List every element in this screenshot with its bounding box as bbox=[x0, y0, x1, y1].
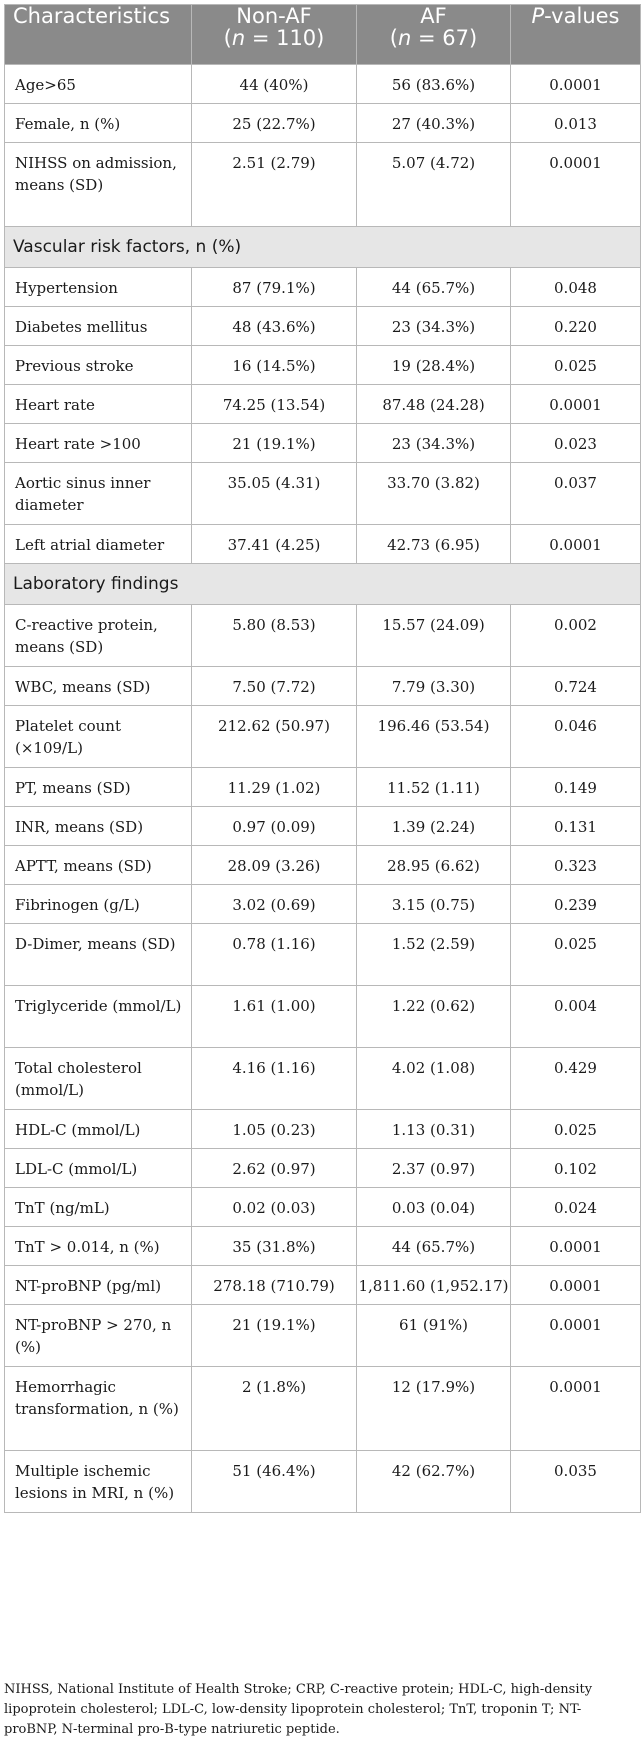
p-value: 0.0001 bbox=[511, 385, 641, 424]
non-af-value: 7.50 (7.72) bbox=[192, 667, 357, 706]
af-value: 1.39 (2.24) bbox=[357, 807, 511, 846]
non-af-value: 3.02 (0.69) bbox=[192, 885, 357, 924]
p-value: 0.048 bbox=[511, 268, 641, 307]
row-label: Fibrinogen (g/L) bbox=[5, 885, 192, 924]
non-af-value: 2.51 (2.79) bbox=[192, 143, 357, 227]
table-row bbox=[5, 1451, 641, 1513]
row-label: TnT > 0.014, n (%) bbox=[5, 1227, 192, 1266]
table-row bbox=[5, 768, 641, 807]
p-value: 0.004 bbox=[511, 986, 641, 1048]
row-label: PT, means (SD) bbox=[5, 768, 192, 807]
af-value: 42.73 (6.95) bbox=[357, 525, 511, 564]
p-value: 0.0001 bbox=[511, 143, 641, 227]
row-label: Triglyceride (mmol/L) bbox=[5, 986, 192, 1048]
table-row bbox=[5, 1266, 641, 1305]
row-label: INR, means (SD) bbox=[5, 807, 192, 846]
table-row bbox=[5, 605, 641, 667]
p-value: 0.0001 bbox=[511, 525, 641, 564]
table-row bbox=[5, 525, 641, 564]
row-label: LDL-C (mmol/L) bbox=[5, 1149, 192, 1188]
non-af-value: 28.09 (3.26) bbox=[192, 846, 357, 885]
non-af-value: 74.25 (13.54) bbox=[192, 385, 357, 424]
row-label: TnT (ng/mL) bbox=[5, 1188, 192, 1227]
row-label: Heart rate >100 bbox=[5, 424, 192, 463]
table-row bbox=[5, 268, 641, 307]
non-af-value: 0.02 (0.03) bbox=[192, 1188, 357, 1227]
af-value: 12 (17.9%) bbox=[357, 1367, 511, 1451]
table-row bbox=[5, 986, 641, 1048]
table-row bbox=[5, 1110, 641, 1149]
af-value: 2.37 (0.97) bbox=[357, 1149, 511, 1188]
non-af-value: 0.97 (0.09) bbox=[192, 807, 357, 846]
p-value: 0.025 bbox=[511, 924, 641, 986]
p-value: 0.724 bbox=[511, 667, 641, 706]
p-value: 0.024 bbox=[511, 1188, 641, 1227]
non-af-value: 48 (43.6%) bbox=[192, 307, 357, 346]
header-af bbox=[357, 5, 511, 65]
table-row bbox=[5, 385, 641, 424]
af-value: 1.22 (0.62) bbox=[357, 986, 511, 1048]
non-af-value: 25 (22.7%) bbox=[192, 104, 357, 143]
af-value: 11.52 (1.11) bbox=[357, 768, 511, 807]
row-label: WBC, means (SD) bbox=[5, 667, 192, 706]
p-value: 0.0001 bbox=[511, 1266, 641, 1305]
section-laboratory-findings: Laboratory findings bbox=[5, 564, 641, 605]
table-row bbox=[5, 1048, 641, 1110]
af-value: 23 (34.3%) bbox=[357, 307, 511, 346]
af-value: 196.46 (53.54) bbox=[357, 706, 511, 768]
af-value: 1,811.60 (1,952.17) bbox=[357, 1266, 511, 1305]
table-row bbox=[5, 807, 641, 846]
non-af-value: 35.05 (4.31) bbox=[192, 463, 357, 525]
p-value: 0.429 bbox=[511, 1048, 641, 1110]
af-value: 0.03 (0.04) bbox=[357, 1188, 511, 1227]
row-label: C-reactive protein, means (SD) bbox=[5, 605, 192, 667]
row-label: APTT, means (SD) bbox=[5, 846, 192, 885]
p-value: 0.025 bbox=[511, 1110, 641, 1149]
p-value: 0.323 bbox=[511, 846, 641, 885]
af-value: 87.48 (24.28) bbox=[357, 385, 511, 424]
table-row bbox=[5, 307, 641, 346]
row-label: NT-proBNP > 270, n (%) bbox=[5, 1305, 192, 1367]
p-value: 0.035 bbox=[511, 1451, 641, 1513]
p-value: 0.239 bbox=[511, 885, 641, 924]
p-value: 0.025 bbox=[511, 346, 641, 385]
non-af-value: 1.05 (0.23) bbox=[192, 1110, 357, 1149]
table-row bbox=[5, 65, 641, 104]
af-value: 28.95 (6.62) bbox=[357, 846, 511, 885]
af-value: 61 (91%) bbox=[357, 1305, 511, 1367]
non-af-value: 0.78 (1.16) bbox=[192, 924, 357, 986]
af-value: 1.52 (2.59) bbox=[357, 924, 511, 986]
p-value: 0.149 bbox=[511, 768, 641, 807]
non-af-value: 21 (19.1%) bbox=[192, 424, 357, 463]
row-label: Hypertension bbox=[5, 268, 192, 307]
header-characteristics: Characteristics bbox=[5, 5, 192, 65]
header-af-label: AF bbox=[420, 4, 447, 28]
non-af-value: 51 (46.4%) bbox=[192, 1451, 357, 1513]
row-label: Diabetes mellitus bbox=[5, 307, 192, 346]
af-value: 19 (28.4%) bbox=[357, 346, 511, 385]
header-non-af-label: Non-AF bbox=[236, 4, 312, 28]
header-p-values: P-values bbox=[511, 5, 641, 65]
non-af-value: 35 (31.8%) bbox=[192, 1227, 357, 1266]
af-value: 56 (83.6%) bbox=[357, 65, 511, 104]
non-af-value: 4.16 (1.16) bbox=[192, 1048, 357, 1110]
af-value: 42 (62.7%) bbox=[357, 1451, 511, 1513]
p-value: 0.046 bbox=[511, 706, 641, 768]
p-value: 0.037 bbox=[511, 463, 641, 525]
table-row bbox=[5, 104, 641, 143]
non-af-value: 21 (19.1%) bbox=[192, 1305, 357, 1367]
p-value: 0.102 bbox=[511, 1149, 641, 1188]
af-value: 7.79 (3.30) bbox=[357, 667, 511, 706]
table-row bbox=[5, 924, 641, 986]
table-row bbox=[5, 1188, 641, 1227]
af-value: 33.70 (3.82) bbox=[357, 463, 511, 525]
section-row bbox=[5, 564, 641, 605]
p-value: 0.131 bbox=[511, 807, 641, 846]
header-non-af bbox=[192, 5, 357, 65]
table-footnote: NIHSS, National Institute of Health Stroke; CRP, C-reactive protein; HDL-C, high-density lipoprotein cholesterol; LDL-C, low-density lipoprotein cholesterol; TnT, troponin T; NT-proBNP, N-terminal pro-B-type natriuretic peptide. bbox=[4, 1682, 593, 1737]
row-label: HDL-C (mmol/L) bbox=[5, 1110, 192, 1149]
af-value: 1.13 (0.31) bbox=[357, 1110, 511, 1149]
table-row bbox=[5, 667, 641, 706]
p-value: 0.220 bbox=[511, 307, 641, 346]
section-vascular-risk-factors: Vascular risk factors, n (%) bbox=[5, 227, 641, 268]
row-label: Heart rate bbox=[5, 385, 192, 424]
non-af-value: 2 (1.8%) bbox=[192, 1367, 357, 1451]
af-value: 27 (40.3%) bbox=[357, 104, 511, 143]
non-af-value: 44 (40%) bbox=[192, 65, 357, 104]
non-af-value: 1.61 (1.00) bbox=[192, 986, 357, 1048]
af-value: 44 (65.7%) bbox=[357, 1227, 511, 1266]
row-label: D-Dimer, means (SD) bbox=[5, 924, 192, 986]
non-af-value: 11.29 (1.02) bbox=[192, 768, 357, 807]
p-value: 0.002 bbox=[511, 605, 641, 667]
p-value: 0.0001 bbox=[511, 1367, 641, 1451]
table-row bbox=[5, 1227, 641, 1266]
row-label: NIHSS on admission, means (SD) bbox=[5, 143, 192, 227]
p-value: 0.023 bbox=[511, 424, 641, 463]
header-non-af-n: (n = 110) bbox=[223, 26, 325, 50]
non-af-value: 2.62 (0.97) bbox=[192, 1149, 357, 1188]
non-af-value: 16 (14.5%) bbox=[192, 346, 357, 385]
row-label: NT-proBNP (pg/ml) bbox=[5, 1266, 192, 1305]
baseline-characteristics-table bbox=[4, 4, 641, 1513]
p-value: 0.0001 bbox=[511, 1305, 641, 1367]
non-af-value: 5.80 (8.53) bbox=[192, 605, 357, 667]
table-row bbox=[5, 463, 641, 525]
p-value: 0.0001 bbox=[511, 65, 641, 104]
row-label: Hemorrhagic transformation, n (%) bbox=[5, 1367, 192, 1451]
row-label: Platelet count (×109/L) bbox=[5, 706, 192, 768]
table-row bbox=[5, 706, 641, 768]
af-value: 15.57 (24.09) bbox=[357, 605, 511, 667]
table-row bbox=[5, 846, 641, 885]
non-af-value: 278.18 (710.79) bbox=[192, 1266, 357, 1305]
table-row bbox=[5, 885, 641, 924]
af-value: 4.02 (1.08) bbox=[357, 1048, 511, 1110]
section-row bbox=[5, 227, 641, 268]
af-value: 44 (65.7%) bbox=[357, 268, 511, 307]
row-label: Aortic sinus inner diameter bbox=[5, 463, 192, 525]
table-body bbox=[5, 65, 641, 1513]
table-row bbox=[5, 1305, 641, 1367]
table-row bbox=[5, 1367, 641, 1451]
table-row bbox=[5, 1149, 641, 1188]
row-label: Total cholesterol (mmol/L) bbox=[5, 1048, 192, 1110]
non-af-value: 212.62 (50.97) bbox=[192, 706, 357, 768]
p-value: 0.0001 bbox=[511, 1227, 641, 1266]
header-af-n: (n = 67) bbox=[389, 26, 478, 50]
row-label: Female, n (%) bbox=[5, 104, 192, 143]
header-row bbox=[5, 5, 641, 65]
table-row bbox=[5, 143, 641, 227]
table-row bbox=[5, 346, 641, 385]
row-label: Multiple ischemic lesions in MRI, n (%) bbox=[5, 1451, 192, 1513]
row-label: Left atrial diameter bbox=[5, 525, 192, 564]
af-value: 23 (34.3%) bbox=[357, 424, 511, 463]
af-value: 3.15 (0.75) bbox=[357, 885, 511, 924]
non-af-value: 37.41 (4.25) bbox=[192, 525, 357, 564]
table-row bbox=[5, 424, 641, 463]
row-label: Previous stroke bbox=[5, 346, 192, 385]
p-value: 0.013 bbox=[511, 104, 641, 143]
non-af-value: 87 (79.1%) bbox=[192, 268, 357, 307]
af-value: 5.07 (4.72) bbox=[357, 143, 511, 227]
row-label: Age>65 bbox=[5, 65, 192, 104]
